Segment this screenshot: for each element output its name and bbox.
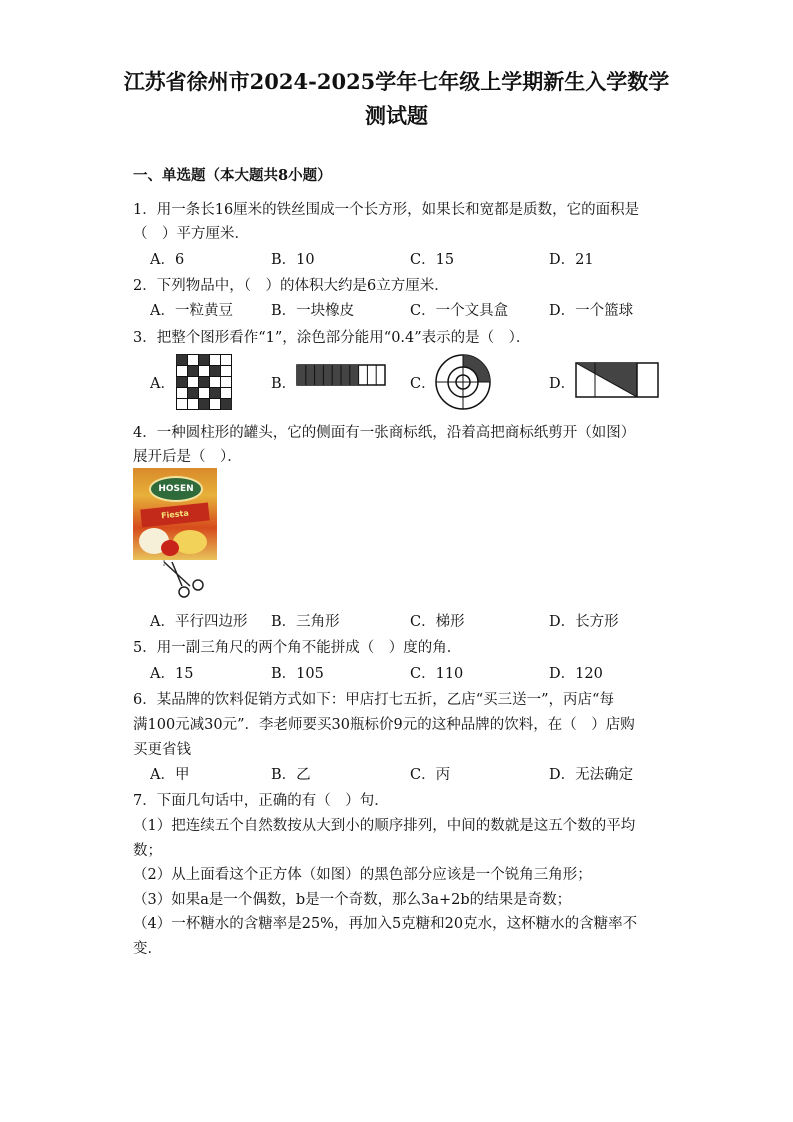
q3-option-c: C． bbox=[410, 376, 436, 392]
q1-option-c: C．15 bbox=[410, 252, 455, 268]
q2-option-d: D．一个篮球 bbox=[549, 303, 634, 319]
q3-figure-b-bar bbox=[296, 364, 386, 386]
q4-option-a: A．平行四边形 bbox=[150, 614, 248, 630]
scissors-icon bbox=[160, 560, 210, 600]
q2-option-b: B．一块橡皮 bbox=[271, 303, 355, 319]
q6-option-a: A．甲 bbox=[150, 767, 190, 783]
question-2-text: 2．下列物品中，（ ）的体积大约是6立方厘米． bbox=[133, 278, 449, 294]
q5-option-d: D．120 bbox=[549, 666, 603, 682]
can-brand-logo: HOSEN bbox=[149, 476, 203, 502]
page-title-line1: 江苏省徐州市2024-2025学年七年级上学期新生入学数学 bbox=[123, 69, 670, 94]
q3-figure-a-grid bbox=[176, 354, 232, 410]
q3-option-b: B． bbox=[271, 376, 297, 392]
q6-option-b: B．乙 bbox=[271, 767, 311, 783]
q7-statement-3: （3）如果a是一个偶数，b是一个奇数，那么3a+2b的结果是奇数； bbox=[133, 892, 572, 908]
question-7-text: 7．下面几句话中，正确的有（ ）句． bbox=[133, 793, 389, 809]
q4-option-d: D．长方形 bbox=[549, 614, 619, 630]
question-6-text: 6．某品牌的饮料促销方式如下：甲店打七五折，乙店“买三送一”，丙店“每 bbox=[133, 692, 614, 708]
q3-figure-c-circle bbox=[434, 353, 492, 411]
q7-statement-1: （1）把连续五个自然数按从大到小的顺序排列，中间的数就是这五个数的平均 bbox=[133, 818, 636, 834]
q5-option-c: C．110 bbox=[410, 666, 464, 682]
q6-option-c: C．丙 bbox=[410, 767, 451, 783]
q7-statement-4: （4）一杯糖水的含糖率是25%，再加入5克糖和20克水，这杯糖水的含糖率不 bbox=[133, 916, 638, 932]
question-1-text-cont: （ ）平方厘米． bbox=[133, 226, 249, 242]
q7-statement-1-cont: 数； bbox=[133, 843, 162, 859]
question-3-text: 3．把整个图形看作“1”，涂色部分能用“0.4”表示的是（ ）． bbox=[133, 330, 531, 346]
q5-option-b: B．105 bbox=[271, 666, 324, 682]
q1-option-b: B．10 bbox=[271, 252, 315, 268]
question-4-text-cont: 展开后是（ ）． bbox=[133, 449, 242, 465]
q6-option-d: D．无法确定 bbox=[549, 767, 634, 783]
q7-statement-2: （2）从上面看这个正方体（如图）的黑色部分应该是一个锐角三角形； bbox=[133, 867, 592, 883]
section-heading: 一、单选题（本大题共8小题） bbox=[133, 167, 332, 184]
page-title-line2: 测试题 bbox=[365, 103, 428, 128]
question-6-text-cont2: 买更省钱 bbox=[133, 742, 191, 758]
can-label-image bbox=[133, 468, 217, 560]
can-label-band: Fiesta bbox=[140, 502, 210, 527]
q7-statement-4-cont: 变． bbox=[133, 941, 162, 957]
q3-figure-d-rectangle bbox=[575, 362, 659, 398]
q1-option-d: D．21 bbox=[549, 252, 594, 268]
question-4-text: 4．一种圆柱形的罐头，它的侧面有一张商标纸，沿着高把商标纸剪开（如图） bbox=[133, 425, 636, 441]
q3-option-a: A． bbox=[150, 376, 175, 392]
question-6-text-cont: 满100元减30元”．李老师要买30瓶标价9元的这种品牌的饮料，在（ ）店购 bbox=[133, 717, 635, 733]
q4-option-c: C．梯形 bbox=[410, 614, 465, 630]
q5-option-a: A．15 bbox=[150, 666, 194, 682]
q2-option-a: A．一粒黄豆 bbox=[150, 303, 233, 319]
question-5-text: 5．用一副三角尺的两个角不能拼成（ ）度的角． bbox=[133, 640, 462, 656]
q1-option-a: A．6 bbox=[150, 252, 185, 268]
question-1-text: 1．用一条长16厘米的铁丝围成一个长方形，如果长和宽都是质数，它的面积是 bbox=[133, 202, 640, 218]
q3-option-d: D． bbox=[549, 376, 576, 392]
q2-option-c: C．一个文具盒 bbox=[410, 303, 509, 319]
q4-option-b: B．三角形 bbox=[271, 614, 340, 630]
